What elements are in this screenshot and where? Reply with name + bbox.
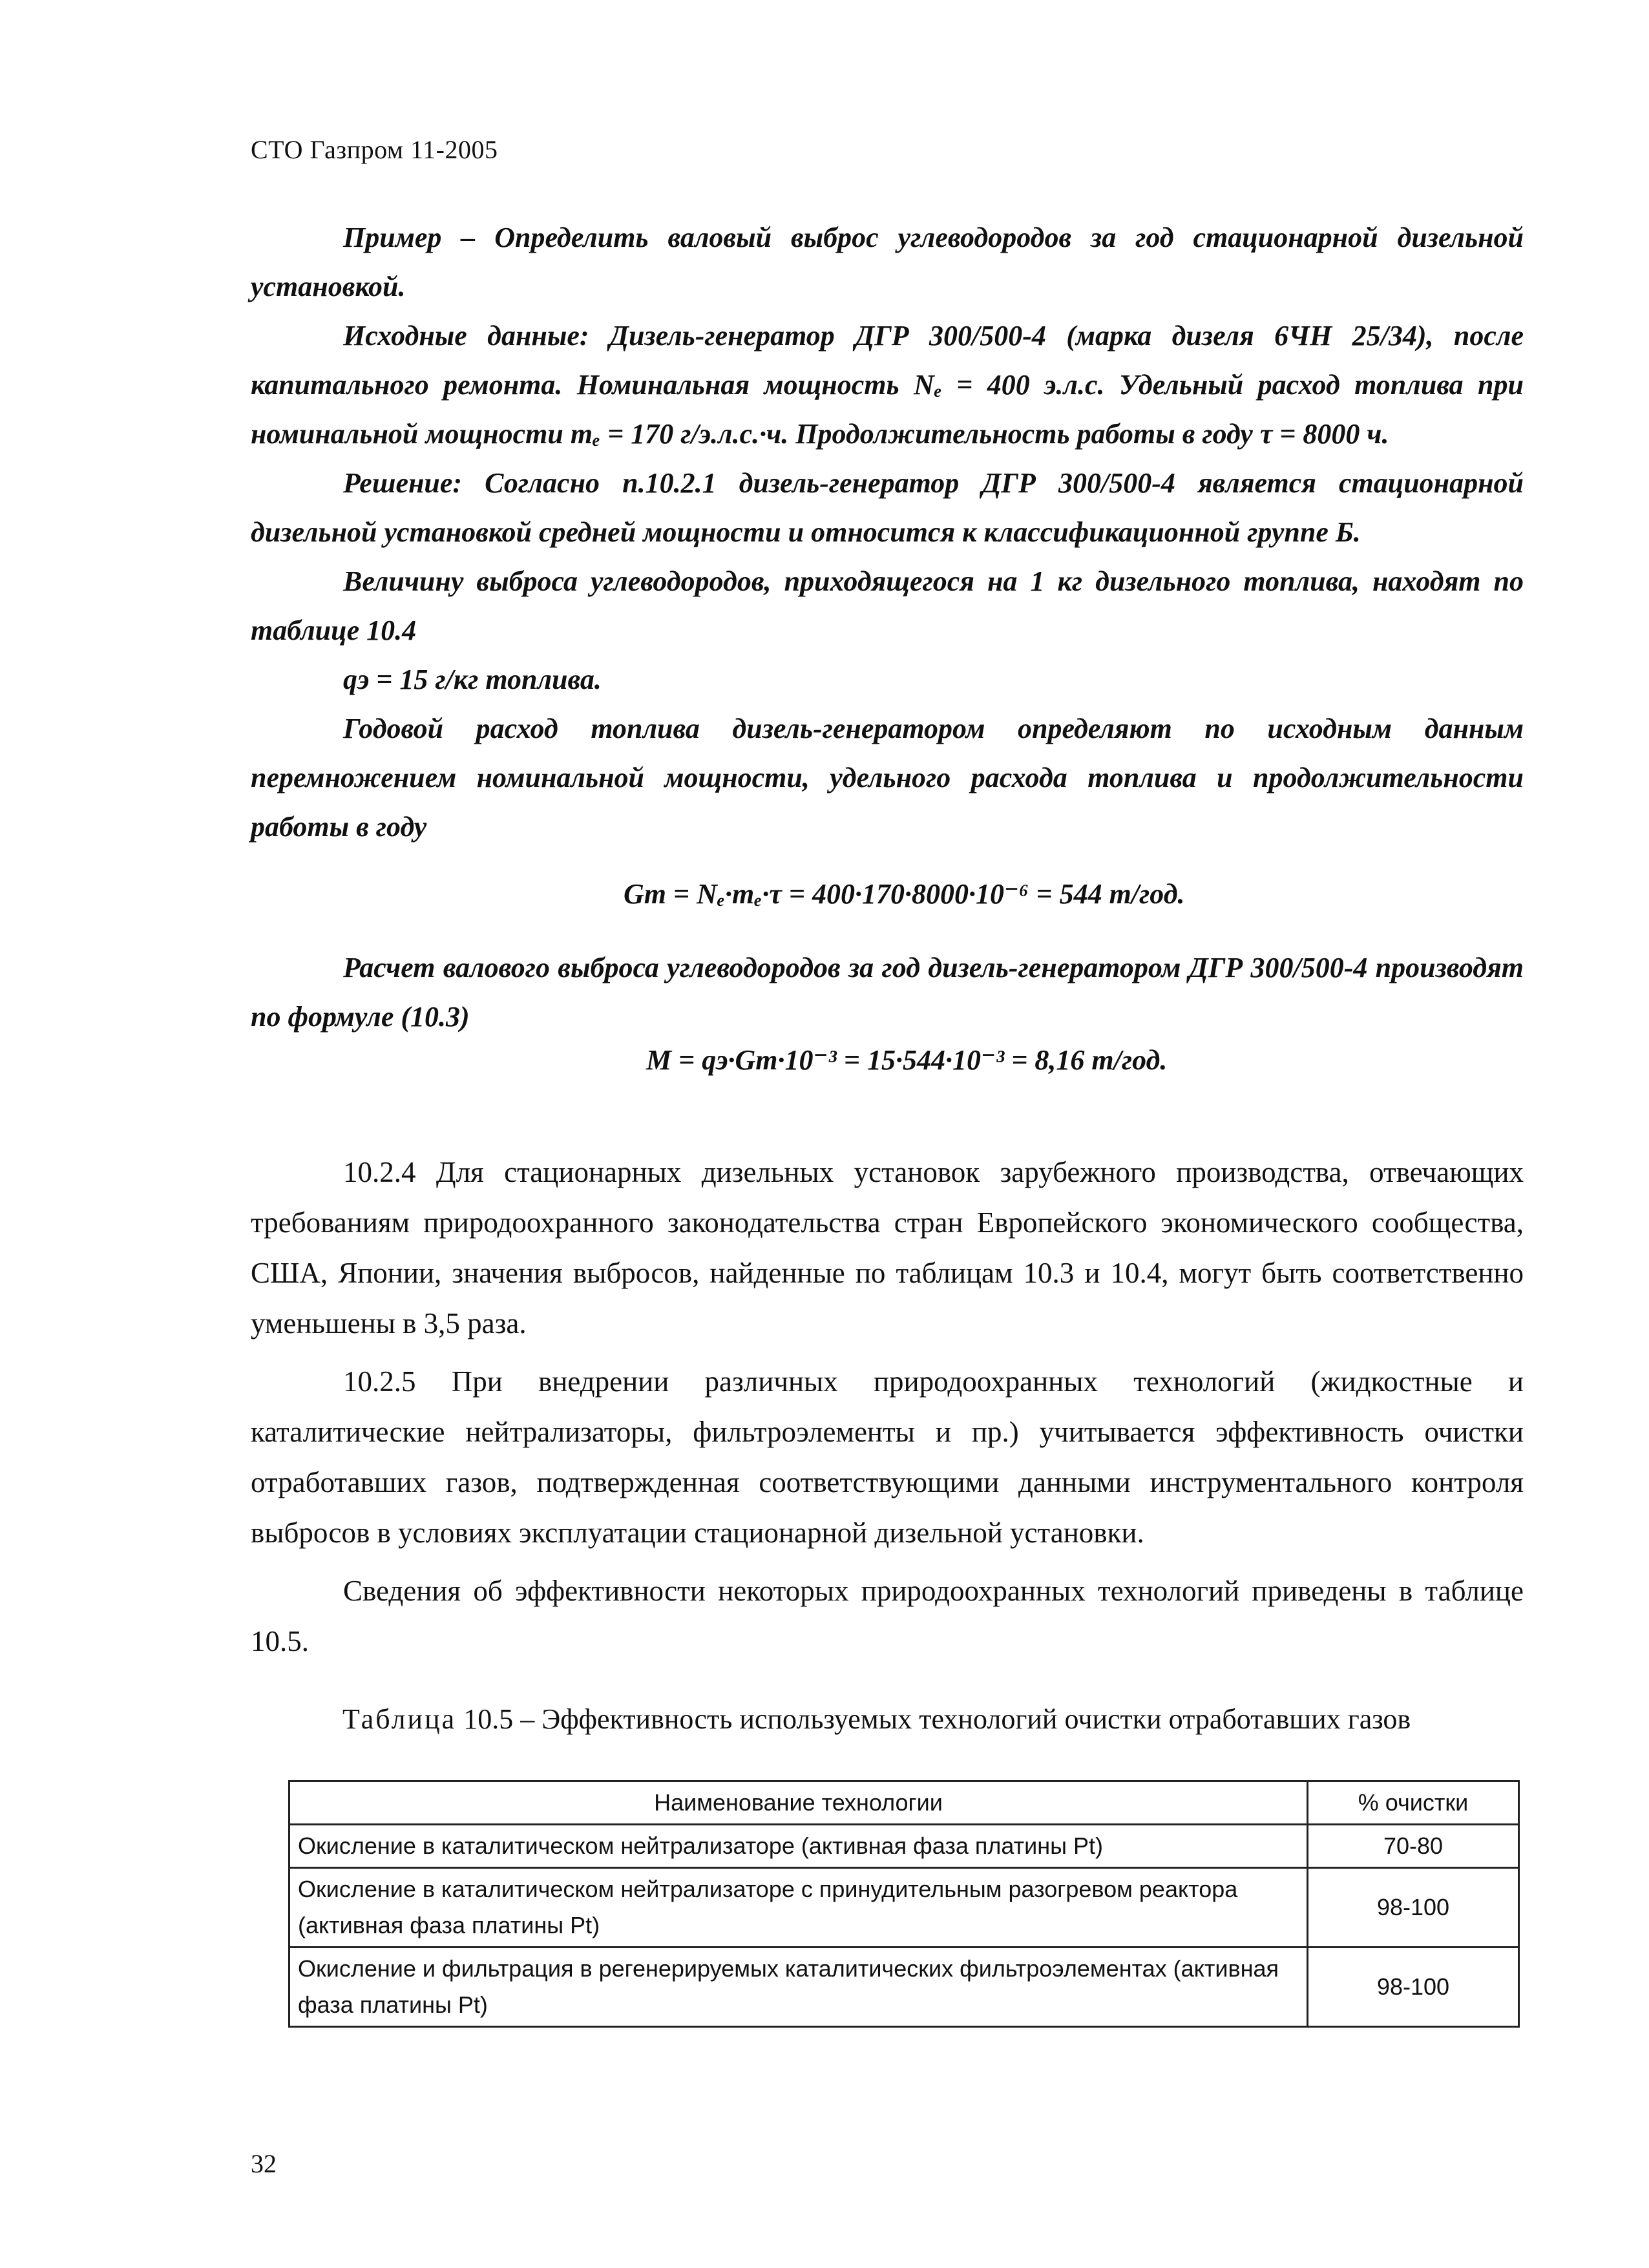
section-10-2-5: 10.2.5 При внедрении различных природоохранных технологий (жидкостные и каталитические нейтрализаторы, фильтроэлементы и пр.) учитывается эффективность очистки отработавших газов, подтвержденная соответствующими данными инструментального контроля выбросов в условиях эксплуатации стационарной дизельной установки.	[251, 1365, 1524, 1549]
technology-cell: Окисление в каталитическом нейтрализаторе (активная фаза платины Pt)	[289, 1825, 1308, 1868]
table-caption-text: 10.5 – Эффективность используемых технологий очистки отработавших газов	[463, 1703, 1411, 1735]
header-technology: Наименование технологии	[289, 1781, 1308, 1825]
percent-cell: 70-80	[1308, 1825, 1519, 1868]
table-caption-label: Таблица	[342, 1703, 457, 1735]
emission-value-paragraph: Величину выброса углеводородов, приходящегося на 1 кг дизельного топлива, находят по таблице 10.4	[251, 565, 1524, 646]
table-header-row	[289, 1781, 1519, 1825]
example-paragraph: Пример – Определить валовый выброс углеводородов за год стационарной дизельной установкой.	[251, 222, 1524, 302]
example-block	[251, 213, 1524, 852]
table-caption	[342, 1703, 1411, 1736]
header-cleaning-percent: % очистки	[1308, 1781, 1519, 1825]
page-number: 32	[251, 2149, 277, 2178]
formula-gross-emission: M = qэ·Gт·10⁻³ = 15·544·10⁻³ = 8,16 т/год.	[646, 1044, 1168, 1076]
table-row	[289, 1948, 1519, 2027]
table-row	[289, 1825, 1519, 1868]
calculation-block	[251, 943, 1524, 1042]
calculation-paragraph: Расчет валового выброса углеводородов за год дизель-генератором ДГР 300/500-4 производят по формуле (10.3)	[251, 952, 1524, 1033]
section-10-2-4: 10.2.4 Для стационарных дизельных установок зарубежного производства, отвечающих требованиям природоохранного законодательства стран Европейского экономического сообщества, США, Японии, значения выбросов, найденные по таблицам 10.3 и 10.4, могут быть соответственно уменьшены в 3,5 раза.	[251, 1156, 1524, 1339]
fuel-consumption-paragraph: Годовой расход топлива дизель-генератором определяют по исходным данным перемножением номинальной мощности, удельного расхода топлива и продолжительности работы в году	[251, 713, 1524, 843]
table-reference-paragraph: Сведения об эффективности некоторых природоохранных технологий приведены в таблице 10.5.	[251, 1575, 1524, 1657]
percent-cell: 98-100	[1308, 1868, 1519, 1948]
body-block	[251, 1147, 1524, 1666]
formula-fuel-consumption: Gт = Nₑ·mₑ·τ = 400·170·8000·10⁻⁶ = 544 т/год.	[624, 878, 1185, 910]
percent-cell: 98-100	[1308, 1948, 1519, 2027]
emission-factor-line: qэ = 15 г/кг топлива.	[343, 664, 602, 695]
document-header: СТО Газпром 11-2005	[251, 135, 498, 164]
efficiency-table	[288, 1780, 1520, 2028]
initial-data-paragraph: Исходные данные: Дизель-генератор ДГР 300/500-4 (марка дизеля 6ЧН 25/34), после капитального ремонта. Номинальная мощность Nₑ = 400 э.л.с. Удельный расход топлива при номинальной мощности mₑ = 170 г/э.л.с.·ч. Продолжительность работы в году τ = 8000 ч.	[251, 320, 1524, 450]
technology-cell: Окисление в каталитическом нейтрализаторе с принудительным разогревом реактора (активная фаза платины Pt)	[289, 1868, 1308, 1948]
table-row	[289, 1868, 1519, 1948]
technology-cell: Окисление и фильтрация в регенерируемых каталитических фильтроэлементах (активная фаза платины Pt)	[289, 1948, 1308, 2027]
solution-paragraph: Решение: Согласно п.10.2.1 дизель-генератор ДГР 300/500-4 является стационарной дизельной установкой средней мощности и относится к классификационной группе Б.	[251, 467, 1524, 548]
